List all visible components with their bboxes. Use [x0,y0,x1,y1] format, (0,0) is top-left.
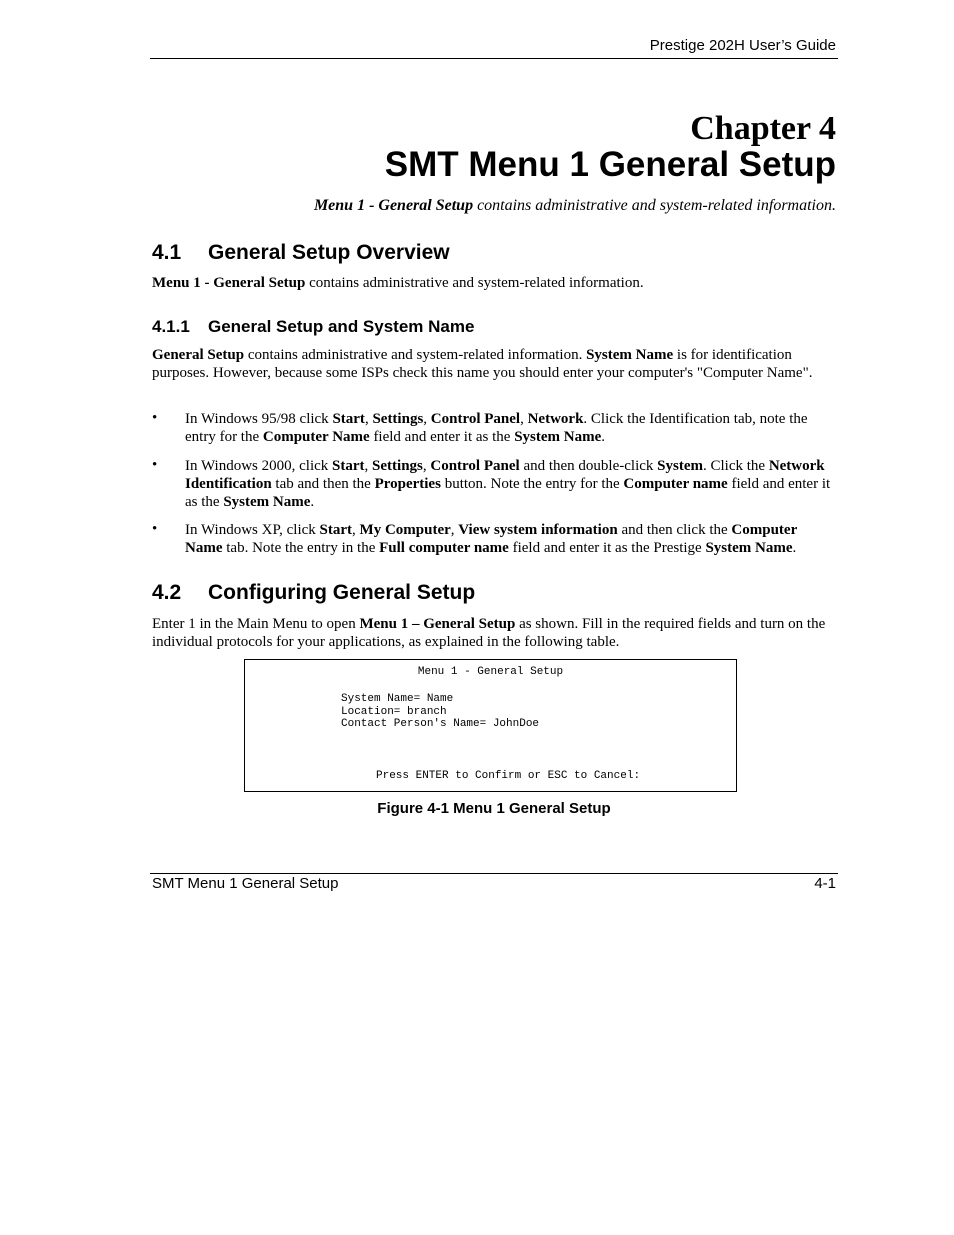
bold-term: Full computer name [379,540,509,556]
text-run: . [601,429,606,445]
figure-caption: Figure 4-1 Menu 1 General Setup [377,800,611,817]
section-heading-4-1-1 [152,317,474,337]
text-run: tab and then the [271,476,375,492]
text-run: field and enter it as the [185,476,831,510]
text-run: and then double-click [519,458,658,474]
menu-name-bold: Menu 1 – General Setup [359,616,516,632]
text-run: In Windows XP, click [185,522,320,538]
bold-term: System Name [223,494,311,510]
text-run: field and enter it as the Prestige [508,540,706,556]
footer-page-number: 4-1 [814,875,836,892]
section-number: 4.1.1 [152,317,190,336]
bold-term: View system information [458,522,618,538]
bold-term: Network Identification [185,458,825,492]
bullet-item-windows-2000 [185,457,836,511]
text-run: In Windows 95/98 click [185,411,333,427]
bold-term: Properties [374,476,441,492]
section-title: Configuring General Setup [208,581,476,604]
text-run: , [364,411,373,427]
bold-term: Settings [372,411,424,427]
bold-term: Computer name [623,476,728,492]
text-run: , [423,411,431,427]
bullet-item-windows-95-98 [185,410,836,446]
text-run: . Click the [702,458,769,474]
bold-term: Control Panel [430,411,521,427]
terminal-title: Menu 1 - General Setup [417,666,564,678]
bold-term: Computer Name [185,522,797,556]
bold-term: System Name [705,540,793,556]
terminal-location: Location= branch [341,706,447,718]
section-number: 4.1 [152,241,182,264]
terminal-system-name: System Name= Name [341,693,454,705]
bullet-marker: • [152,457,158,473]
section-number: 4.2 [152,581,182,604]
chapter-summary [150,197,836,215]
paragraph-text: is for identification purposes. However, because some ISPs check this name you should enter your computer's "Computer Name". [152,347,813,381]
text-run: , [352,522,360,538]
chapter-label: Chapter 4 [690,110,836,147]
section-heading-4-1 [152,241,450,265]
bold-term: General Setup [152,347,245,363]
terminal-screen [244,659,737,792]
text-run: and then click the [617,522,732,538]
text-run: button. Note the entry for the [440,476,624,492]
menu-name-bold: Menu 1 - General Setup [152,275,306,291]
bold-term: Settings [372,458,423,474]
text-run: , [450,522,459,538]
bullet-item-windows-xp [185,521,836,557]
text-run: . [310,494,315,510]
text-run: . Click the Identification tab, note the entry for the [185,411,808,445]
header-rule [150,58,838,59]
bullet-marker: • [152,521,158,537]
chapter-summary-text: contains administrative and system-related information. [473,197,836,214]
chapter-summary-bold: Menu 1 - General Setup [313,197,474,214]
text-run: , [422,458,431,474]
text-run: , [520,411,528,427]
bold-term: Start [332,411,365,427]
bullet-marker: • [152,410,158,426]
paragraph-text: Enter 1 in the Main Menu to open [152,616,360,632]
running-header: Prestige 202H User’s Guide [649,37,836,54]
section-title: General Setup Overview [208,241,450,264]
paragraph-text: as shown. Fill in the required fields and turn on the individual protocols for your applications, as explained in the following table. [152,616,826,650]
section-4-2-paragraph [152,615,836,651]
text-run: . [792,540,797,556]
bold-term: Computer Name [262,429,370,445]
section-4-1-paragraph [152,274,836,292]
section-heading-4-2 [152,581,475,605]
paragraph-text: contains administrative and system-related information. [244,347,587,363]
chapter-title: SMT Menu 1 General Setup [384,145,836,184]
text-run: In Windows 2000, click [185,458,333,474]
text-run: tab. Note the entry in the [222,540,380,556]
footer-rule [150,873,838,874]
bold-term: System Name [586,347,674,363]
bold-term: Network [527,411,584,427]
footer-chapter-title: SMT Menu 1 General Setup [152,875,339,892]
bold-term: Start [319,522,353,538]
section-4-1-1-paragraph [152,346,836,382]
paragraph-text: contains administrative and system-related information. [305,275,644,291]
bold-term: Control Panel [430,458,520,474]
text-run: field and enter it as the [369,429,515,445]
bold-term: System Name [514,429,602,445]
bold-term: My Computer [359,522,451,538]
section-title: General Setup and System Name [208,317,475,336]
text-run: , [364,458,373,474]
bold-term: System [657,458,703,474]
terminal-contact: Contact Person's Name= JohnDoe [341,718,540,730]
bold-term: Start [332,458,365,474]
terminal-prompt: Press ENTER to Confirm or ESC to Cancel: [376,770,641,782]
